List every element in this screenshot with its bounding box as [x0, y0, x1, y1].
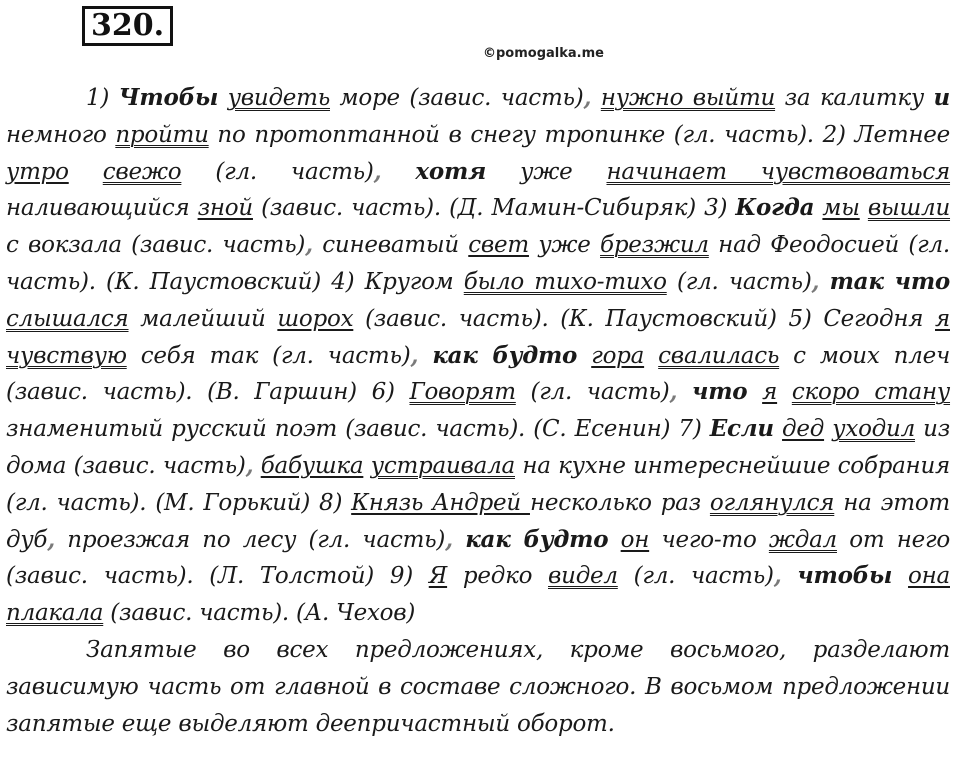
exercise-answer-text — [6, 80, 950, 742]
subject-word: свет — [468, 232, 529, 259]
comma-mark: , — [669, 378, 678, 406]
comma-mark: , — [245, 451, 254, 479]
subject-word: утро — [6, 158, 69, 185]
predicate-word: слышался — [6, 305, 129, 332]
subject-word: бабушка — [260, 452, 364, 479]
predicate-word: свежо — [102, 158, 182, 185]
predicate-word: было тихо-тихо — [463, 268, 667, 295]
conjunction-word: Если — [709, 415, 774, 443]
predicate-word: устраивала — [370, 452, 515, 479]
subject-word: гора — [591, 342, 645, 369]
predicate-word: скоро стану — [791, 379, 951, 406]
paragraph-analysis: 1) Чтобы увидеть море (завис. часть), нужно выйти за калитку и немного пройти по протоптанной в снегу тропинке (гл. часть). 2) Летнее утро свежо (гл. часть), хотя уже начинает чувствоваться наливающийся зной (завис. часть). (Д. Мамин-Сибиряк) 3) Когда мы вышли с вокзала (завис. часть), синеватый свет уже брезжил над Феодосией (гл. часть). (К. Паустовский) 4) Кругом было тихо-тихо (гл. часть), так что слышался малейший шорох (завис. часть). (К. Паустовский) 5) Сегодня я чувствую себя так (гл. часть), как будто гора свалилась с моих плеч (завис. часть). (В. Гаршин) 6) Говорят (гл. часть), что я скоро стану знаменитый русский поэт (завис. часть). (С. Есенин) 7) Если дед уходил из дома (завис. часть), бабушка устраивала на кухне интереснейшие собрания (гл. часть). (М. Горький) 8) Князь Андрей несколько раз оглянулся на этот дуб, проезжая по лесу (гл. часть), как будто он чего-то ждал от него (завис. часть). (Л. Толстой) 9) Я редко видел (гл. часть), чтобы она плакала (завис. часть). (А. Чехов) — [6, 84, 951, 627]
paragraph-conclusion: Запятые во всех предложениях, кроме восьмого, разделают зависимую часть от главной в составе сложного. В восьмом предложении запятые еще выделяют деепричастный оборот. — [6, 636, 950, 737]
conjunction-word: как будто — [465, 525, 609, 553]
subject-word: я — [762, 379, 778, 406]
predicate-word: брезжил — [600, 232, 709, 259]
conjunction-word: хотя — [415, 157, 487, 185]
predicate-word: нужно выйти — [600, 85, 776, 111]
predicate-word: видел — [548, 563, 618, 590]
subject-word: мы — [822, 195, 860, 222]
subject-word: я — [935, 305, 950, 332]
subject-word: шорох — [277, 305, 354, 332]
conjunction-word: и — [933, 84, 951, 111]
conjunction-word: что — [692, 378, 748, 406]
predicate-word: свалилась — [658, 342, 780, 369]
predicate-word: ждал — [768, 526, 837, 553]
subject-word: зной — [197, 195, 253, 222]
conjunction-word: так что — [829, 267, 950, 295]
subject-word: дед — [782, 416, 825, 443]
comma-mark: , — [47, 525, 55, 553]
comma-mark: , — [773, 562, 782, 590]
predicate-word: плакала — [6, 600, 104, 627]
subject-word: Князь Андрей — [351, 489, 530, 516]
predicate-word: начинает чувствоваться — [606, 158, 951, 185]
comma-mark: , — [583, 84, 592, 111]
subject-word: он — [620, 526, 650, 553]
comma-mark: , — [445, 525, 453, 553]
comma-mark: , — [811, 267, 820, 295]
predicate-word: вышли — [867, 195, 951, 222]
watermark: ©pomogalka.me — [483, 46, 604, 61]
predicate-word: увидеть — [227, 85, 330, 111]
subject-word: она — [908, 563, 950, 590]
conjunction-word: Чтобы — [118, 84, 219, 111]
subject-word: Я — [428, 563, 448, 590]
conjunction-word: как будто — [432, 341, 578, 369]
conjunction-word: Когда — [735, 194, 815, 222]
predicate-word: чувствую — [6, 342, 127, 369]
predicate-word: Говорят — [409, 379, 516, 406]
comma-mark: , — [410, 341, 419, 369]
predicate-word: уходил — [832, 416, 915, 443]
predicate-word: оглянулся — [709, 489, 835, 516]
conjunction-word: чтобы — [797, 562, 893, 590]
comma-mark: , — [305, 231, 313, 259]
exercise-number: 320. — [82, 6, 173, 46]
comma-mark: , — [373, 157, 382, 185]
predicate-word: пройти — [115, 121, 209, 148]
